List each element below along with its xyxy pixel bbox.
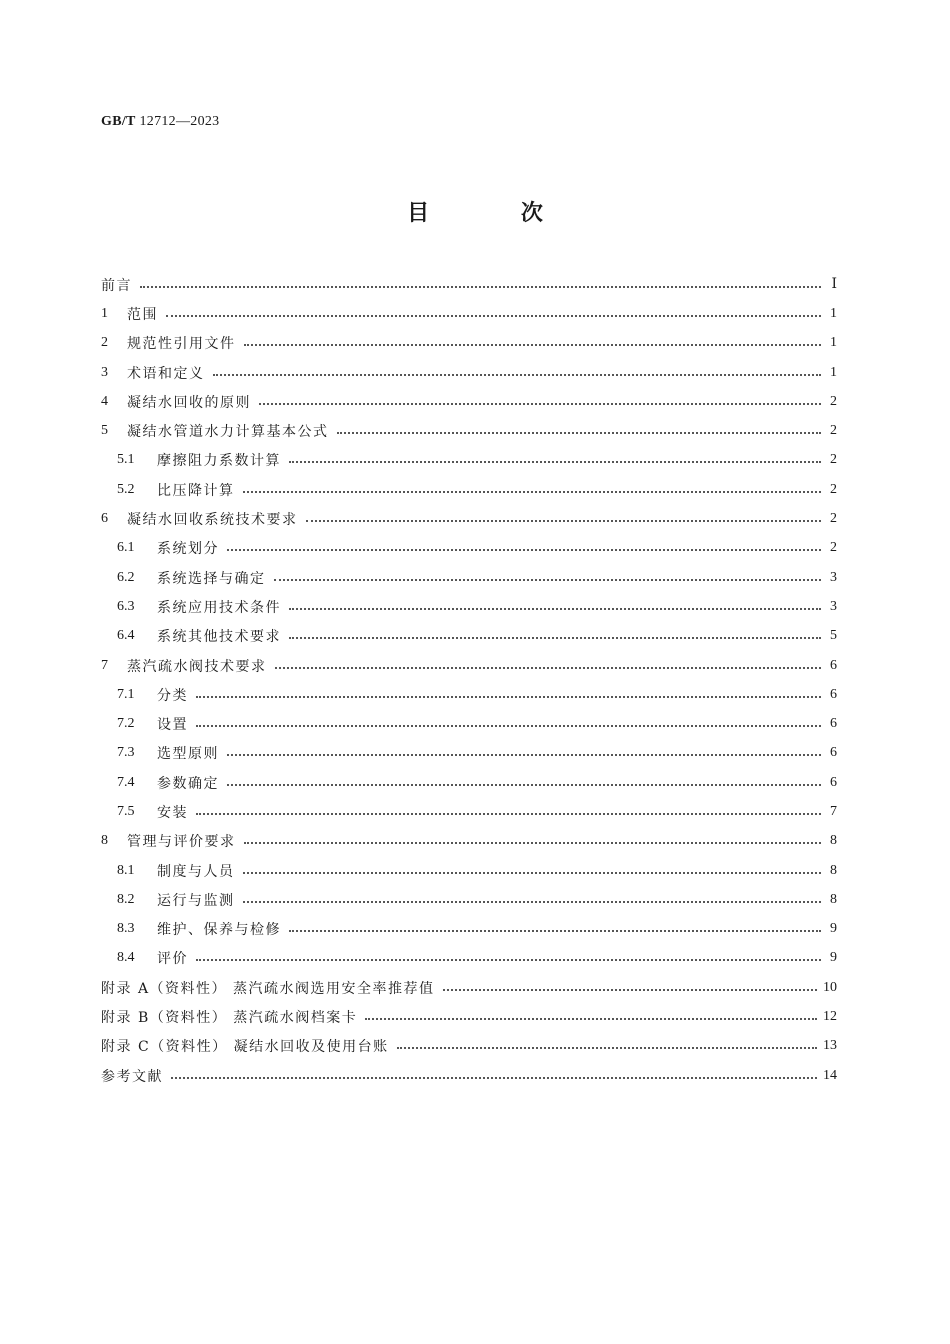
toc-entry-number: 6.1	[117, 540, 135, 556]
toc-entry-title: 系统划分	[157, 541, 219, 558]
toc-dot-leader	[243, 872, 822, 874]
toc-entry-page: 9	[830, 950, 837, 966]
toc-entry-number: 6	[101, 511, 108, 527]
toc-dot-leader	[289, 930, 821, 932]
toc-entry-title: 比压降计算	[157, 482, 235, 499]
toc-entry[interactable]	[101, 768, 837, 797]
toc-dot-leader	[259, 403, 821, 405]
toc-entry[interactable]	[101, 475, 837, 504]
toc-entry-title: 附录 A（资料性） 蒸汽疏水阀选用安全率推荐值	[101, 980, 435, 997]
toc-entry-title: 评价	[157, 951, 188, 968]
toc-entry-title: 摩擦阻力系数计算	[157, 453, 281, 470]
toc-dot-leader	[243, 491, 822, 493]
toc-entry-number: 5	[101, 423, 108, 439]
toc-entry-title: 维护、保养与检修	[157, 922, 281, 939]
toc-entry-page: 1	[830, 305, 837, 321]
toc-entry[interactable]	[101, 563, 837, 592]
toc-entry-page: 5	[830, 628, 837, 644]
toc-dot-leader	[443, 989, 817, 991]
toc-entry-title: 系统选择与确定	[157, 570, 266, 587]
toc-entry-number: 5.1	[117, 452, 135, 468]
toc-entry-title: 凝结水回收系统技术要求	[127, 512, 298, 529]
toc-entry[interactable]	[101, 973, 837, 1002]
toc-entry[interactable]	[101, 1032, 837, 1061]
toc-entry-number: 6.2	[117, 569, 135, 585]
toc-dot-leader	[213, 374, 822, 376]
toc-entry-page: 6	[830, 686, 837, 702]
toc-entry-number: 5.2	[117, 481, 135, 497]
toc-dot-leader	[196, 725, 821, 727]
toc-entry-number: 2	[101, 335, 108, 351]
toc-dot-leader	[365, 1018, 817, 1020]
toc-entry[interactable]	[101, 709, 837, 738]
toc-entry[interactable]	[101, 739, 837, 768]
toc-entry-page: 12	[823, 1009, 837, 1025]
toc-entry[interactable]	[101, 534, 837, 563]
toc-entry-title: 凝结水回收的原则	[127, 394, 251, 411]
toc-entry[interactable]	[101, 416, 837, 445]
toc-dot-leader	[196, 959, 821, 961]
toc-entry-page: 6	[830, 745, 837, 761]
toc-entry-number: 6.3	[117, 598, 135, 614]
toc-entry-title: 术语和定义	[127, 365, 205, 382]
toc-dot-leader	[196, 696, 821, 698]
toc-dot-leader	[166, 315, 821, 317]
toc-dot-leader	[289, 637, 821, 639]
toc-entry[interactable]	[101, 856, 837, 885]
toc-entry-page: 2	[830, 481, 837, 497]
toc-entry-title: 附录 B（资料性） 蒸汽疏水阀档案卡	[101, 1010, 358, 1027]
toc-entry-page: 6	[830, 716, 837, 732]
toc-entry-title: 安装	[157, 804, 188, 821]
toc-entry-title: 设置	[157, 717, 188, 734]
toc-entry-page: 2	[830, 423, 837, 439]
toc-dot-leader	[171, 1077, 817, 1079]
toc-entry-page: 2	[830, 540, 837, 556]
toc-entry-page: 8	[830, 891, 837, 907]
toc-entry[interactable]	[101, 329, 837, 358]
toc-entry-page: 7	[830, 803, 837, 819]
toc-dot-leader	[289, 608, 821, 610]
toc-entry-number: 8.2	[117, 891, 135, 907]
toc-entry-number: 4	[101, 393, 108, 409]
toc-entry-number: 6.4	[117, 628, 135, 644]
toc-entry-page: 10	[823, 979, 837, 995]
table-of-contents	[101, 270, 837, 1090]
toc-entry-page: 3	[830, 569, 837, 585]
toc-entry-page: 14	[823, 1067, 837, 1083]
toc-entry-page: 1	[830, 364, 837, 380]
toc-entry-number: 8.3	[117, 921, 135, 937]
toc-entry-title: 附录 C（资料性） 凝结水回收及使用台账	[101, 1039, 389, 1056]
toc-dot-leader	[274, 579, 822, 581]
toc-entry-title: 蒸汽疏水阀技术要求	[127, 658, 267, 675]
toc-entry-number: 8.4	[117, 950, 135, 966]
toc-entry-title: 选型原则	[157, 746, 219, 763]
toc-entry[interactable]	[101, 1061, 837, 1090]
toc-entry[interactable]	[101, 1002, 837, 1031]
toc-entry[interactable]	[101, 358, 837, 387]
toc-entry[interactable]	[101, 299, 837, 328]
toc-dot-leader	[397, 1047, 817, 1049]
toc-entry-page: 2	[830, 393, 837, 409]
toc-entry-title: 规范性引用文件	[127, 336, 236, 353]
toc-entry-title: 参数确定	[157, 775, 219, 792]
standard-code	[101, 114, 219, 130]
toc-entry-page: 3	[830, 598, 837, 614]
toc-entry-number: 8	[101, 833, 108, 849]
toc-dot-leader	[289, 461, 821, 463]
toc-entry-page: 13	[823, 1038, 837, 1054]
toc-entry-title: 制度与人员	[157, 863, 235, 880]
toc-dot-leader	[306, 520, 822, 522]
toc-entry-title: 凝结水管道水力计算基本公式	[127, 424, 329, 441]
toc-dot-leader	[227, 784, 821, 786]
toc-entry-page: 8	[830, 833, 837, 849]
toc-dot-leader	[244, 344, 822, 346]
toc-dot-leader	[227, 549, 821, 551]
toc-dot-leader	[244, 842, 822, 844]
toc-entry-number: 7.2	[117, 716, 135, 732]
toc-entry[interactable]	[101, 680, 837, 709]
toc-entry-title: 管理与评价要求	[127, 834, 236, 851]
toc-entry-number: 1	[101, 305, 108, 321]
toc-entry-title: 运行与监测	[157, 892, 235, 909]
toc-entry[interactable]	[101, 915, 837, 944]
toc-entry-title: 前言	[101, 277, 132, 294]
toc-dot-leader	[337, 432, 822, 434]
toc-entry-page: Ⅰ	[831, 277, 837, 293]
toc-entry-title: 分类	[157, 687, 188, 704]
standard-prefix: GB/T	[101, 114, 136, 129]
toc-entry-number: 7.1	[117, 686, 135, 702]
toc-entry-number: 7.5	[117, 803, 135, 819]
toc-entry-page: 1	[830, 335, 837, 351]
toc-dot-leader	[227, 754, 821, 756]
toc-entry-page: 8	[830, 862, 837, 878]
toc-entry-number: 3	[101, 364, 108, 380]
toc-entry-title: 范围	[127, 306, 158, 323]
toc-entry[interactable]	[101, 651, 837, 680]
toc-dot-leader	[275, 667, 822, 669]
toc-entry[interactable]	[101, 797, 837, 826]
toc-entry[interactable]	[101, 270, 837, 299]
toc-entry-title: 系统应用技术条件	[157, 599, 281, 616]
toc-heading: 目 次	[407, 201, 585, 226]
toc-entry[interactable]	[101, 446, 837, 475]
toc-entry-page: 2	[830, 511, 837, 527]
toc-entry[interactable]	[101, 387, 837, 416]
toc-dot-leader	[196, 813, 821, 815]
toc-entry-page: 9	[830, 921, 837, 937]
toc-entry[interactable]	[101, 944, 837, 973]
standard-number: 12712—2023	[139, 114, 220, 129]
toc-entry-number: 7.3	[117, 745, 135, 761]
toc-entry-number: 8.1	[117, 862, 135, 878]
toc-entry[interactable]	[101, 827, 837, 856]
toc-entry[interactable]	[101, 885, 837, 914]
toc-entry[interactable]	[101, 592, 837, 621]
toc-entry-title: 系统其他技术要求	[157, 629, 281, 646]
toc-entry[interactable]	[101, 504, 837, 533]
toc-entry-page: 6	[830, 774, 837, 790]
toc-entry[interactable]	[101, 622, 837, 651]
toc-entry-page: 2	[830, 452, 837, 468]
toc-dot-leader	[140, 286, 821, 288]
toc-entry-number: 7.4	[117, 774, 135, 790]
toc-entry-number: 7	[101, 657, 108, 673]
toc-dot-leader	[243, 901, 822, 903]
toc-entry-title: 参考文献	[101, 1068, 163, 1085]
toc-entry-page: 6	[830, 657, 837, 673]
